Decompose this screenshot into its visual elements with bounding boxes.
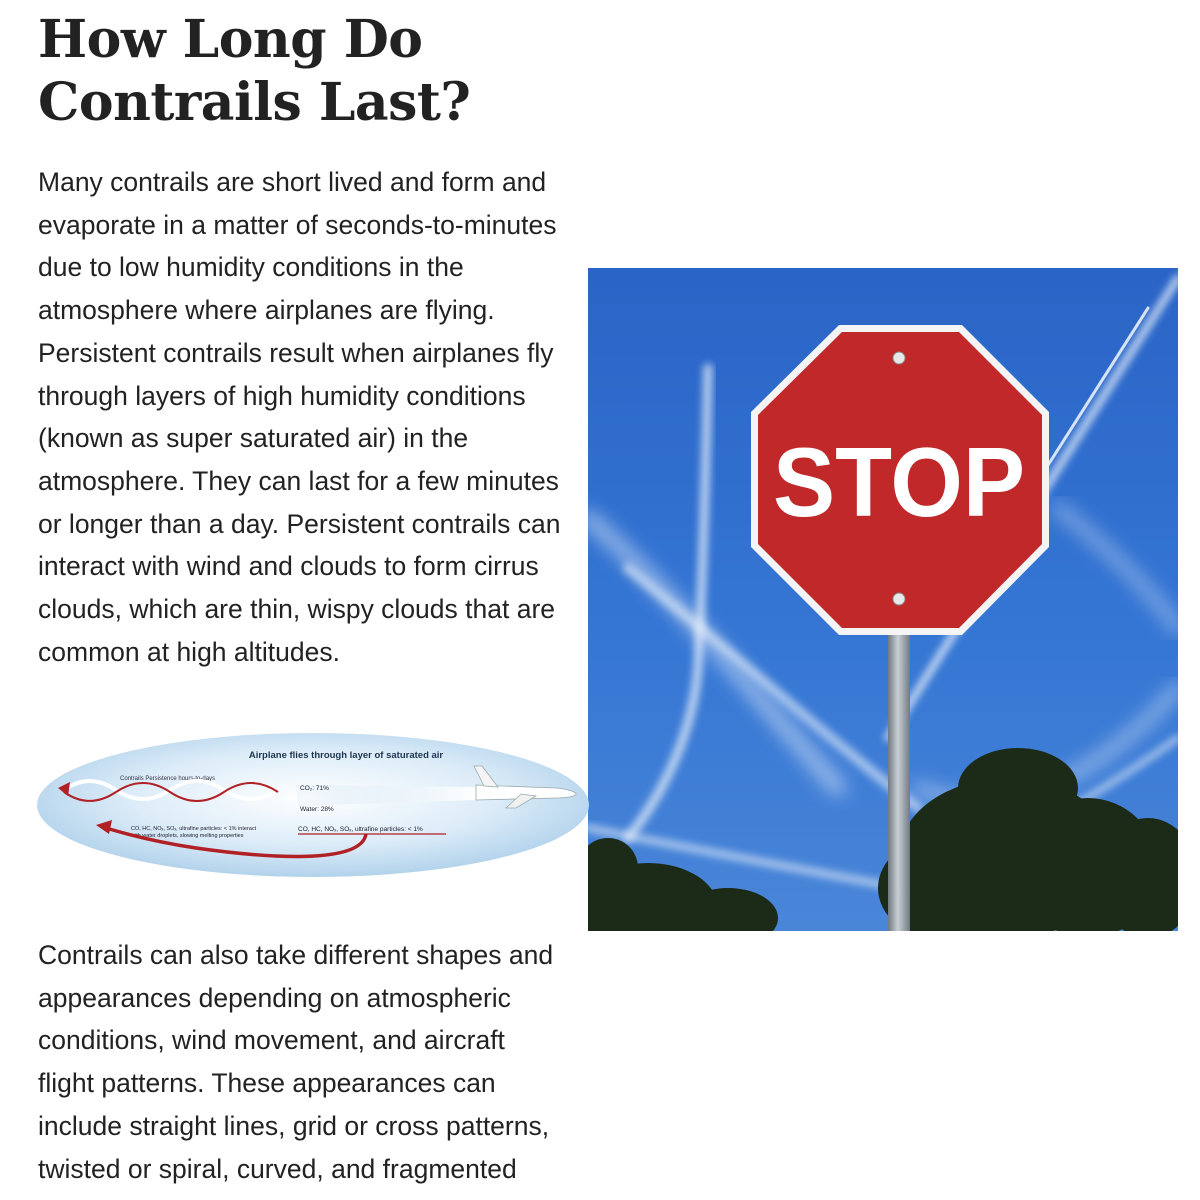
paragraph-contrail-shapes bbox=[38, 934, 598, 1190]
stop-sign-contrails-photo bbox=[588, 268, 1178, 931]
paragraph-line: flight patterns. These appearances can bbox=[38, 1068, 496, 1099]
interact-line: with water droplets, slowing melting properties bbox=[131, 833, 244, 839]
co2-label: CO₂: 71% bbox=[300, 785, 329, 792]
paragraph-line: include straight lines, grid or cross patterns, bbox=[38, 1110, 550, 1141]
paragraph-line: interact with wind and clouds to form cirrus bbox=[38, 551, 539, 582]
paragraph-line: evaporate in a matter of seconds-to-minutes bbox=[38, 209, 557, 240]
paragraph-line: or longer than a day. Persistent contrails can bbox=[38, 508, 561, 539]
title-line: How Long Do bbox=[38, 9, 423, 70]
paragraph-line: appearances depending on atmospheric bbox=[38, 982, 511, 1013]
interact-line: CO, HC, NOₓ, SOₓ, ultrafine particles: < 1% interact bbox=[131, 826, 257, 832]
paragraph-line: twisted or spiral, curved, and fragmented bbox=[38, 1153, 517, 1184]
stop-sign-text: STOP bbox=[773, 427, 1025, 537]
contrail-formation-diagram bbox=[36, 730, 590, 880]
paragraph-line: atmosphere. They can last for a few minutes bbox=[38, 465, 559, 496]
paragraph-contrail-duration bbox=[38, 161, 583, 673]
paragraph-line: through layers of high humidity conditions bbox=[38, 380, 526, 411]
interact-label bbox=[130, 826, 258, 839]
paragraph-line: Contrails can also take different shapes and bbox=[38, 940, 554, 970]
paragraph-line: due to low humidity conditions in the bbox=[38, 252, 464, 283]
water-label: Water: 28% bbox=[300, 806, 334, 813]
paragraph-line: conditions, wind movement, and aircraft bbox=[38, 1025, 505, 1056]
paragraph-line: atmosphere where airplanes are flying. bbox=[38, 295, 495, 326]
paragraph-line: Persistent contrails result when airplanes fly bbox=[38, 337, 554, 368]
sign-bolt bbox=[893, 593, 905, 605]
particles-label: CO, HC, NOₓ, SOₓ, ultrafine particles: < 1% bbox=[298, 826, 423, 833]
title-line: Contrails Last? bbox=[38, 72, 471, 133]
diagram-title: Airplane flies through layer of saturated air bbox=[248, 750, 444, 761]
paragraph-line: clouds, which are thin, wispy clouds that are bbox=[38, 594, 556, 625]
paragraph-line: (known as super saturated air) in the bbox=[38, 423, 469, 454]
sign-pole bbox=[888, 628, 910, 931]
article-title bbox=[38, 8, 470, 134]
sign-bolt bbox=[893, 352, 905, 364]
diagram-persistence-label: Contrails Persistence hours-to-days bbox=[120, 776, 216, 782]
paragraph-line: common at high altitudes. bbox=[38, 636, 340, 667]
paragraph-line: Many contrails are short lived and form and bbox=[38, 167, 547, 197]
